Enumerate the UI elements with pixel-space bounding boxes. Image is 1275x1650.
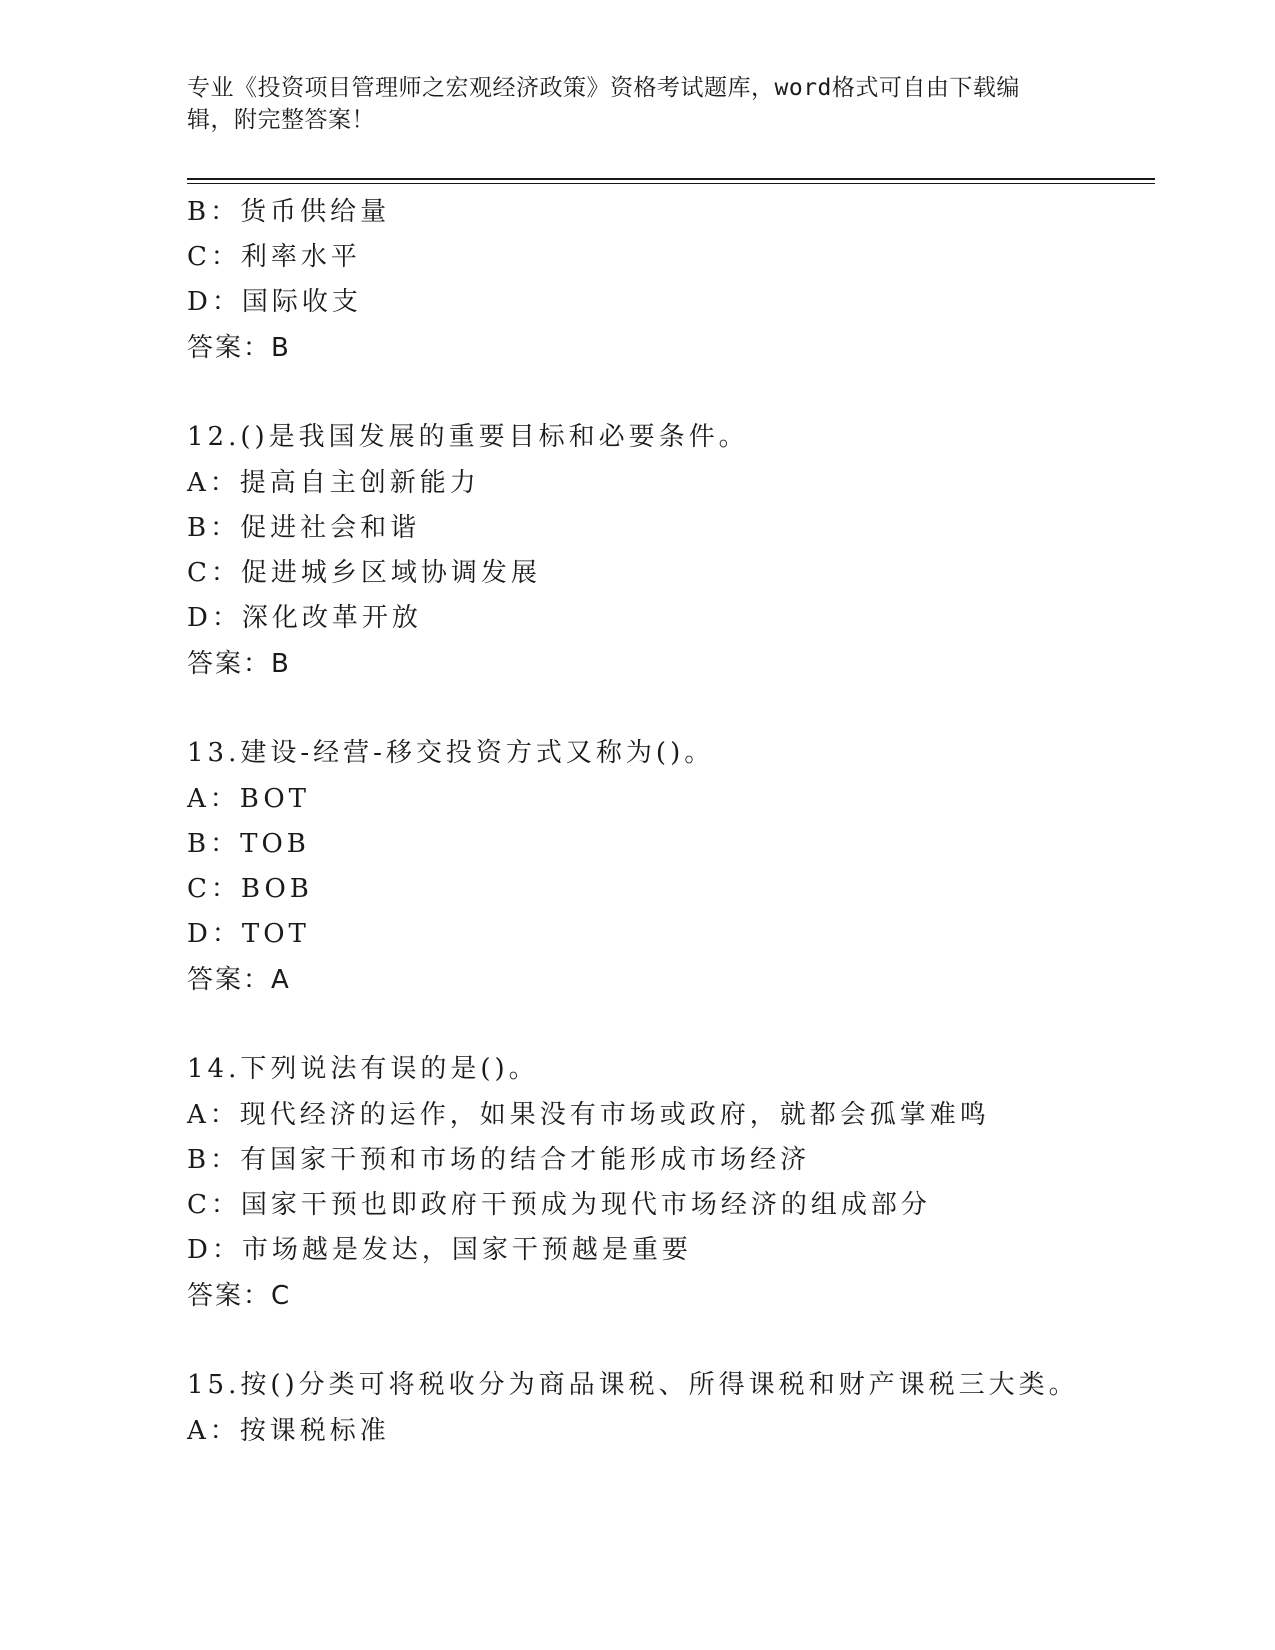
option-c: C：促进城乡区域协调发展 — [187, 558, 541, 588]
option-c: C：BOB — [187, 874, 313, 904]
option-a: A：提高自主创新能力 — [187, 468, 480, 498]
spacer — [187, 687, 1147, 731]
spacer — [187, 1003, 1147, 1047]
question-title: 14.下列说法有误的是()。 — [187, 1054, 539, 1084]
answer-line: 答案：B — [187, 649, 291, 679]
option-c: C：利率水平 — [187, 242, 361, 272]
header-line-1: 专业《投资项目管理师之宏观经济政策》资格考试题库，word格式可自由下载编 — [187, 75, 1020, 101]
header-divider-thin — [187, 183, 1155, 184]
option-a: A：按课税标准 — [187, 1416, 390, 1446]
question-15 — [187, 1363, 1147, 1454]
option-b: B：促进社会和谐 — [187, 513, 421, 543]
header-line-2: 辑，附完整答案！ — [187, 107, 375, 133]
answer-line: 答案：B — [187, 333, 291, 363]
option-d: D：国际收支 — [187, 287, 362, 317]
option-d: D：市场越是发达，国家干预越是重要 — [187, 1235, 692, 1265]
option-b: B：货币供给量 — [187, 197, 391, 227]
option-d: D：TOT — [187, 919, 310, 949]
option-a: A：现代经济的运作，如果没有市场或政府，就都会孤掌难鸣 — [187, 1100, 990, 1130]
option-d: D：深化改革开放 — [187, 603, 422, 633]
option-b: B：TOB — [187, 829, 310, 859]
spacer — [187, 371, 1147, 415]
option-b: B：有国家干预和市场的结合才能形成市场经济 — [187, 1145, 811, 1175]
question-11-tail — [187, 190, 1147, 371]
question-14 — [187, 1047, 1147, 1319]
option-a: A：BOT — [187, 784, 311, 814]
question-title: 13.建设-经营-移交投资方式又称为()。 — [187, 738, 715, 768]
document-header — [187, 72, 1087, 136]
answer-line: 答案：A — [187, 965, 291, 995]
question-13 — [187, 731, 1147, 1003]
question-list — [187, 190, 1147, 1454]
question-title: 15.按()分类可将税收分为商品课税、所得课税和财产课税三大类。 — [187, 1370, 1079, 1400]
answer-line: 答案：C — [187, 1281, 292, 1311]
question-12 — [187, 415, 1147, 687]
header-divider-thick — [187, 178, 1155, 180]
option-c: C：国家干预也即政府干预成为现代市场经济的组成部分 — [187, 1190, 931, 1220]
question-title: 12.()是我国发展的重要目标和必要条件。 — [187, 422, 749, 452]
spacer — [187, 1319, 1147, 1363]
